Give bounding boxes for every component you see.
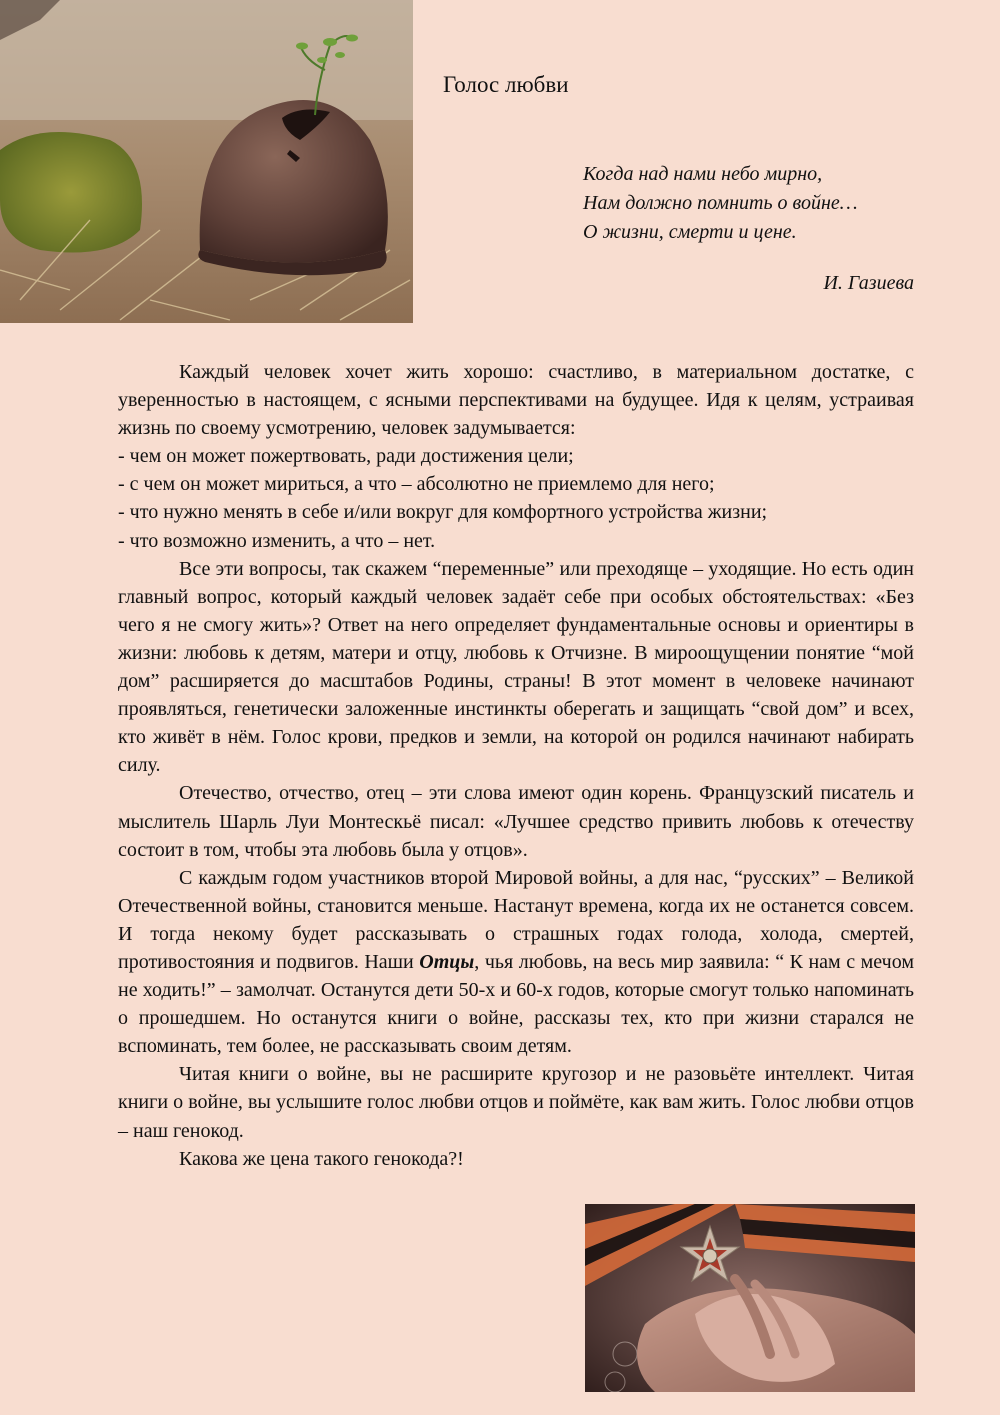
paragraph-3: Отечество, отчество, отец – эти слова имеют один корень. Французский писатель и мыслитель Шарль Луи Монтескьё писал: «Лучшее средство привить любовь к отечеству состоит в том, чтобы эта любовь была у отцов».	[118, 782, 914, 861]
article-body	[118, 358, 914, 1173]
epigraph	[583, 160, 858, 247]
emphasis-fathers: Отцы	[419, 950, 475, 973]
epigraph-line: Нам должно помнить о войне…	[583, 192, 858, 214]
paragraph-4-start: С каждым годом участников второй Мировой войны, а для нас, “русских” – Великой Отечественной войны, становится меньше. Настанут времена, когда их не останется совсем. И тогда некому будет рассказывать о страшных годах голода, холода, смертей, противостояния и подвигов. Наши	[118, 866, 914, 973]
paragraph-1: Каждый человек хочет жить хорошо: счастливо, в материальном достатке, с уверенностью в настоящем, с ясными перспективами на будущее. Идя к целям, устраивая жизнь по своему усмотрению, человек задумывается:	[118, 361, 914, 440]
paragraph-4	[118, 864, 914, 1061]
page-title: Голос любви	[443, 72, 569, 97]
paragraph-5: Читая книги о войне, вы не расширите кругозор и не разовьёте интеллект. Читая книги о войне, вы услышите голос любви отцов и поймёте, как вам жить. Голос любви отцов – наш генокод.	[118, 1063, 914, 1142]
list-item: - что нужно менять в себе и/или вокруг для комфортного устройства жизни;	[118, 501, 768, 524]
epigraph-author: И. Газиева	[823, 272, 914, 294]
paragraph-6: Какова же цена такого генокода?!	[179, 1147, 464, 1170]
paragraph-4-end: , чья любовь, на весь мир заявила: “ К нам с мечом не ходить!” – замолчат. Останутся дети 50-х и 60-х годов, которые смогут только напоминать о прошедшем. Но останутся книги о войне, рассказы тех, кто при жизни старался не вспоминать, тем более, не рассказывать своим детям.	[118, 950, 914, 1058]
helmet-photo	[0, 0, 413, 323]
list-item: - чем он может пожертвовать, ради достижения цели;	[118, 445, 574, 468]
epigraph-line: О жизни, смерти и цене.	[583, 221, 797, 243]
list-item: - что возможно изменить, а что – нет.	[118, 529, 436, 552]
order-hands-photo	[585, 1204, 915, 1392]
list-item: - с чем он может мириться, а что – абсолютно не приемлемо для него;	[118, 473, 715, 496]
epigraph-line: Когда над нами небо мирно,	[583, 163, 823, 185]
paragraph-2: Все эти вопросы, так скажем “переменные” или преходяще – уходящие. Но есть один главный вопрос, который каждый человек задаёт себе при особых обстоятельствах: «Без чего я не смогу жить»? Ответ на него определяет фундаментальные основы и ориентиры в жизни: любовь к детям, матери и отцу, любовь к Отчизне. В мироощущении понятие “мой дом” расширяется до масштабов Родины, страны! В этот момент в человеке начинают проявляться, генетически заложенные инстинкты оберегать и защищать “свой дом” и всех, кто живёт в нём. Голос крови, предков и земли, на которой он родился начинают набирать силу.	[118, 557, 914, 777]
